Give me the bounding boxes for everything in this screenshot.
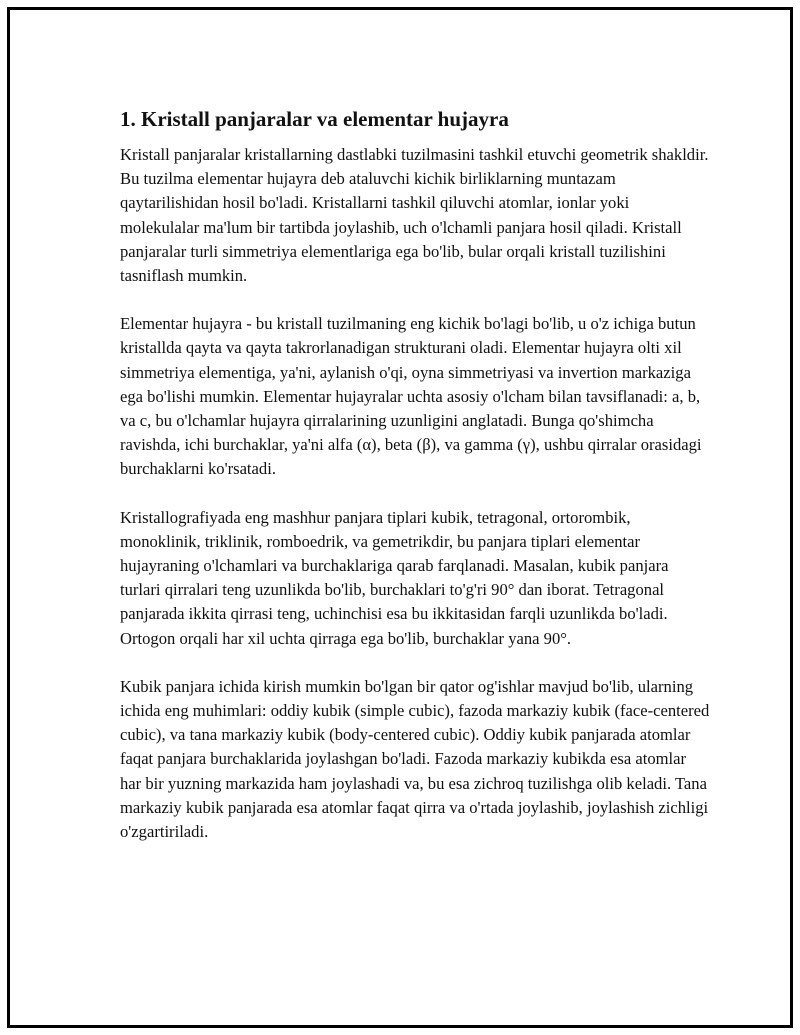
paragraph-3: Kristallografiyada eng mashhur panjara tiplari kubik, tetragonal, ortorombik, monoklinik, triklinik, romboedrik, va gemetrikdir, bu panjara tiplari elementar hujayraning o'lchamlari va burchaklariga qarab farqlanadi. Masalan, kubik panjara turlari qirralari teng uzunlikda bo'lib, burchaklari to'g'ri 90° dan iborat. Tetragonal panjarada ikkita qirrasi teng, uchinchisi esa bu ikkitasidan farqli uzunlikda bo'ladi. Ortogon orqali har xil uchta qirraga ega bo'lib, burchaklar yana 90°. xyxy=(120,507,669,648)
paragraph-4: Kubik panjara ichida kirish mumkin bo'lgan bir qator og'ishlar mavjud bo'lib, ularning ichida eng muhimlari: oddiy kubik (simple cubic), fazoda markaziy kubik (face-centered cubic), va tana markaziy kubik (body-centered cubic). Oddiy kubik panjarada atomlar faqat panjara burchaklarida joylashgan bo'ladi. Fazoda markaziy kubikda esa atomlar har bir yuzning markazida ham joylashadi va, bu esa zichroq tuzilishga olib keladi. Tana markaziy kubik panjarada esa atomlar faqat qirra va o'rtada joylashib, joylashish zichligi o'zgartiriladi. xyxy=(120,676,710,842)
section-heading: 1. Kristall panjaralar va elementar hujayra xyxy=(120,107,509,131)
document-body xyxy=(120,106,710,868)
page-frame xyxy=(7,7,793,1028)
paragraph-2: Elementar hujayra - bu kristall tuzilmaning eng kichik bo'lagi bo'lib, u o'z ichiga butun kristallda qayta va qayta takrorlanadigan strukturani oladi. Elementar hujayra olti xil simmetriya elementiga, ya'ni, aylanish o'qi, oyna simmetriyasi va invertion markaziga ega bo'lishi mumkin. Elementar hujayralar uchta asosiy o'lcham bilan tavsiflanadi: a, b, va c, bu o'lchamlar hujayra qirralarining uzunligini anglatadi. Bunga qo'shimcha ravishda, ichi burchaklar, ya'ni alfa (α), beta (β), va gamma (γ), ushbu qirralar orasidagi burchaklarni ko'rsatadi. xyxy=(120,314,702,479)
paragraph-1: Kristall panjaralar kristallarning dastlabki tuzilmasini tashkil etuvchi geometrik shakldir. Bu tuzilma elementar hujayra deb ataluvchi kichik birliklarning muntazam qaytarilishidan hosil bo'ladi. Kristallarni tashkil qiluvchi atomlar, ionlar yoki molekulalar ma'lum bir tartibda joylashib, uch o'lchamli panjara hosil qiladi. Kristall panjaralar turli simmetriya elementlariga ega bo'lib, bular orqali kristall tuzilishini tasniflash mumkin. xyxy=(120,145,709,286)
